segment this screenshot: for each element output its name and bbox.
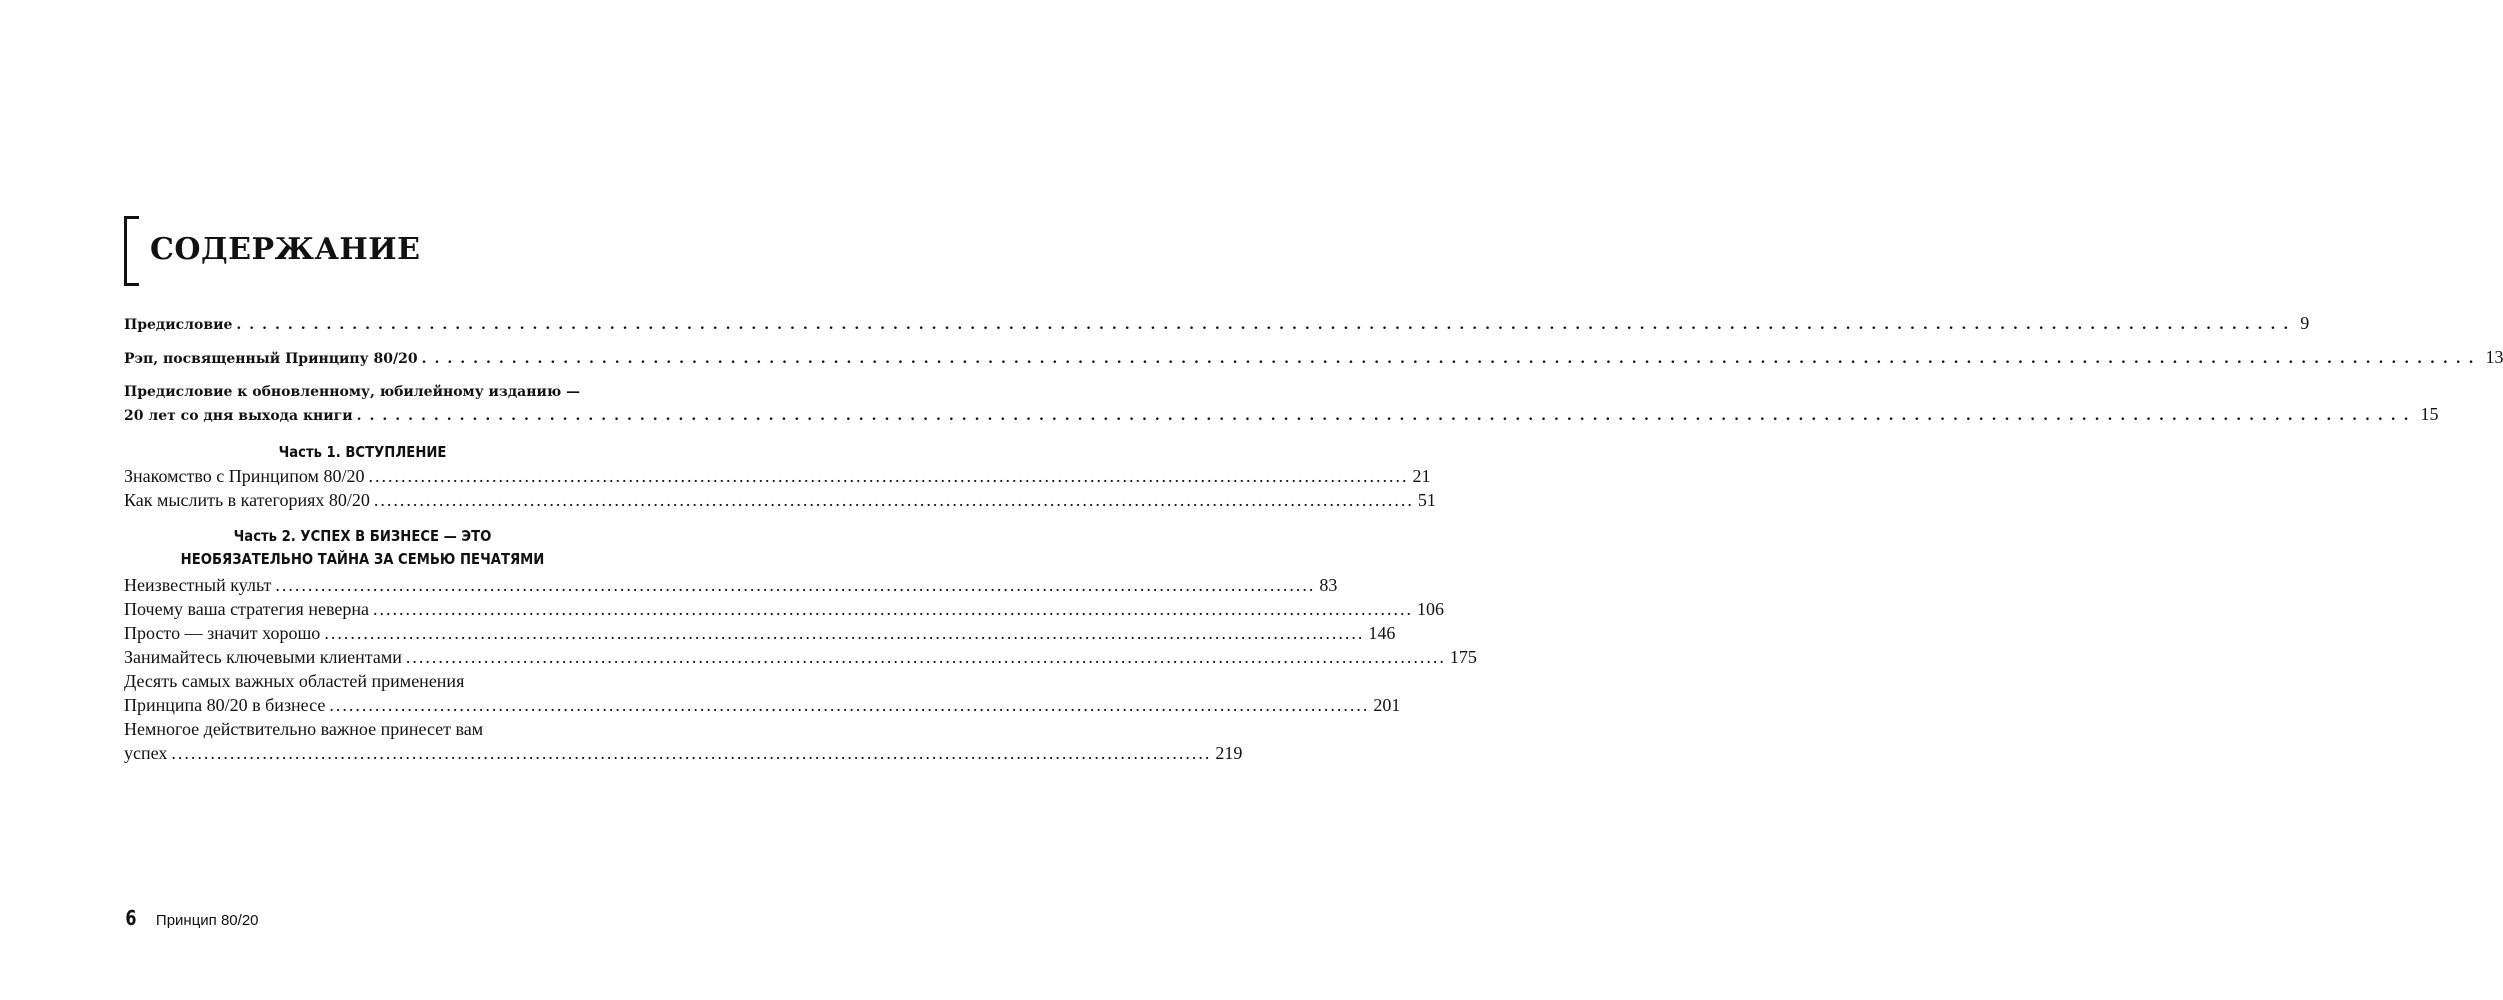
dot-leader: ................................................................................................................................................................ bbox=[373, 490, 1414, 510]
dot-leader: ................................................................................................................................................................ bbox=[421, 351, 2482, 367]
dot-leader: ................................................................................................................................................................ bbox=[171, 743, 1212, 763]
page-footer bbox=[124, 906, 259, 930]
toc-entry-page: 175 bbox=[1449, 647, 1477, 667]
heading-bracket bbox=[124, 216, 139, 286]
toc-entry-title-line1: Предисловие к обновленному, юбилейному изданию — bbox=[124, 384, 581, 400]
page-number: 6 bbox=[125, 906, 137, 930]
toc-entry-title: Рэп, посвященный Принципу 80/20 bbox=[124, 351, 418, 367]
dot-leader: ................................................................................................................................................................ bbox=[324, 623, 1365, 643]
toc-entry bbox=[124, 646, 1477, 668]
toc-entry bbox=[124, 465, 1431, 487]
running-title: Принцип 80/20 bbox=[155, 912, 259, 929]
toc-entry-page: 146 bbox=[1368, 623, 1396, 643]
toc-entry-page: 51 bbox=[1417, 490, 1436, 510]
toc-entry bbox=[124, 574, 1338, 596]
toc-entry-title: Неизвестный культ bbox=[124, 575, 272, 595]
toc-entry-title: Как мыслить в категориях 80/20 bbox=[124, 490, 370, 510]
page-title: СОДЕРЖАНИЕ bbox=[150, 232, 421, 267]
toc-entry-title: Знакомство с Принципом 80/20 bbox=[124, 466, 365, 486]
toc-entry-page: 15 bbox=[2420, 404, 2439, 424]
dot-leader: ................................................................................................................................................................ bbox=[236, 317, 2297, 333]
dot-leader: ................................................................................................................................................................ bbox=[356, 408, 2417, 424]
toc-entry bbox=[124, 312, 2310, 336]
part-1-title: Часть 1. ВСТУПЛЕНИЕ bbox=[278, 443, 447, 461]
toc-entry bbox=[124, 742, 1243, 764]
toc-entry-title: успех bbox=[124, 743, 168, 763]
toc-entry-page: 9 bbox=[2300, 313, 2310, 333]
toc-entry bbox=[124, 694, 1401, 716]
toc-entry-page: 219 bbox=[1215, 743, 1243, 763]
toc-entry-title: Предисловие bbox=[124, 317, 233, 333]
toc-entry-title: Принципа 80/20 в бизнесе bbox=[124, 695, 326, 715]
dot-leader: ................................................................................................................................................................ bbox=[372, 599, 1413, 619]
toc-entry bbox=[124, 622, 1396, 644]
toc-entry-title: Почему ваша стратегия неверна bbox=[124, 599, 369, 619]
toc-entry-page: 21 bbox=[1412, 466, 1431, 486]
toc-entry-title: Занимайтесь ключевыми клиентами bbox=[124, 647, 402, 667]
toc-entry-page: 13 bbox=[2485, 347, 2503, 367]
toc-entry bbox=[124, 598, 1444, 620]
toc-entry-title: Просто — значит хорошо bbox=[124, 623, 321, 643]
toc-entry bbox=[124, 489, 1436, 511]
dot-leader: ................................................................................................................................................................ bbox=[405, 647, 1446, 667]
toc-entry-page: 106 bbox=[1416, 599, 1444, 619]
part-2-title-line1: Часть 2. УСПЕХ В БИЗНЕСЕ — ЭТО bbox=[233, 527, 492, 545]
toc-entry-title: 20 лет со дня выхода книги bbox=[124, 408, 353, 424]
dot-leader: ................................................................................................................................................................ bbox=[329, 695, 1370, 715]
dot-leader: ................................................................................................................................................................ bbox=[275, 575, 1316, 595]
toc-entry bbox=[124, 346, 2503, 370]
toc-entry-title-line1: Немногое действительно важное принесет вам bbox=[124, 719, 484, 739]
toc-entry-page: 201 bbox=[1373, 695, 1401, 715]
dot-leader: ................................................................................................................................................................ bbox=[368, 466, 1409, 486]
toc-entry bbox=[124, 403, 2439, 427]
toc-entry-page: 83 bbox=[1319, 575, 1338, 595]
toc-entry-title-line1: Десять самых важных областей применения bbox=[124, 671, 465, 691]
part-2-title-line2: НЕОБЯЗАТЕЛЬНО ТАЙНА ЗА СЕМЬЮ ПЕЧАТЯМИ bbox=[180, 550, 545, 568]
